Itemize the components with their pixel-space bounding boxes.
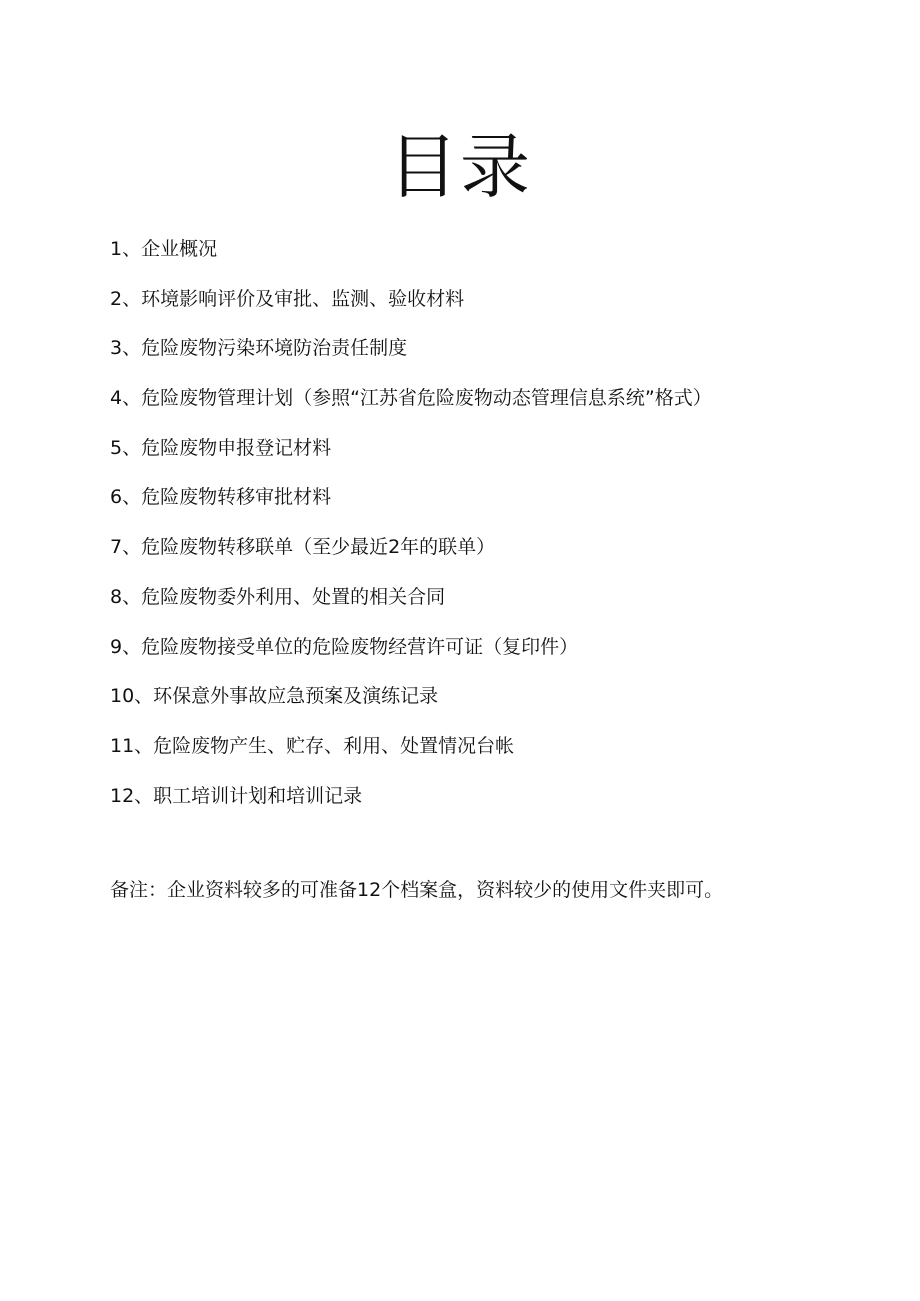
toc-item-3: 3、危险废物污染环境防治责任制度 (110, 337, 408, 360)
remark-note: 备注：企业资料较多的可准备12个档案盒，资料较少的使用文件夹即可。 (110, 879, 724, 901)
toc-item-8: 8、危险废物委外利用、处置的相关合同 (110, 585, 446, 608)
toc-item-5: 5、危险废物申报登记材料 (110, 436, 332, 459)
toc-item-4: 4、危险废物管理计划（参照“江苏省危险废物动态管理信息系统”格式） (110, 387, 712, 410)
toc-item-9: 9、危险废物接受单位的危险废物经营许可证（复印件） (110, 635, 579, 658)
table-of-contents (110, 232, 712, 828)
toc-item-11: 11、危险废物产生、贮存、利用、处置情况台帐 (110, 734, 515, 757)
toc-item-12: 12、职工培训计划和培训记录 (110, 784, 363, 807)
toc-item-7: 7、危险废物转移联单（至少最近2年的联单） (110, 536, 496, 559)
toc-item-1: 1、企业概况 (110, 238, 218, 260)
toc-item-10: 10、环保意外事故应急预案及演练记录 (110, 685, 439, 708)
toc-item-2: 2、环境影响评价及审批、监测、验收材料 (110, 287, 465, 310)
toc-item-6: 6、危险废物转移审批材料 (110, 486, 332, 509)
page-title: 目录 (388, 126, 532, 208)
